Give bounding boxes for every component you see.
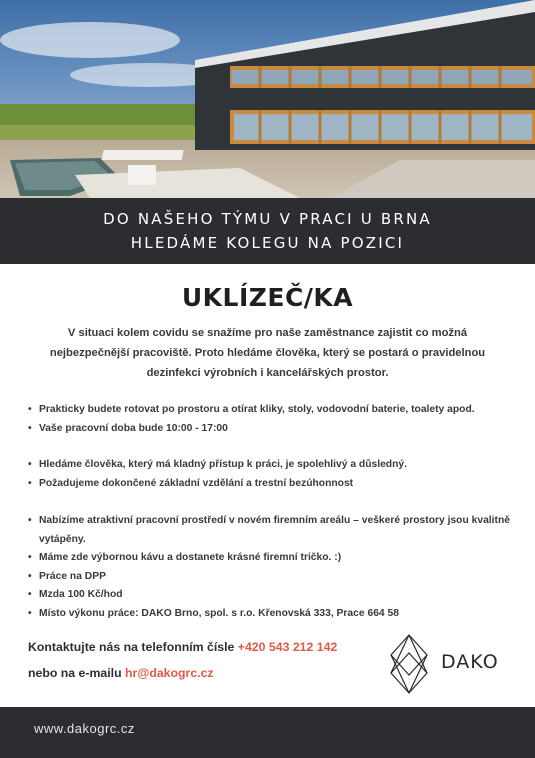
list-item: • Prakticky budete rotovat po prostoru a otírat kliky, stoly, vodovodní baterie, toalety apod. [28, 401, 518, 420]
list-item: • Práce na DPP [28, 568, 518, 587]
list-item: • Vaše pracovní doba bude 10:00 - 17:00 [28, 420, 518, 439]
list-item: • Hledáme člověka, který má kladný přístup k práci, je spolehlivý a důsledný. [28, 456, 518, 475]
list-item: • Místo výkonu práce: DAKO Brno, spol. s r.o. Křenovská 333, Prace 664 58 [28, 605, 518, 624]
logo-wordmark: DAKO [441, 651, 499, 673]
job-title: UKLÍZEČ/KA [181, 283, 354, 312]
contact-email-line [28, 666, 214, 680]
contact-phone-line [28, 640, 337, 654]
phone-link[interactable]: +420 543 212 142 [237, 640, 338, 654]
list-item: • Nabízíme atraktivní pracovní prostředí v novém firemním areálu – veškeré prostory jsou kvalitně vytápěny. [28, 512, 518, 549]
benefits-list [28, 512, 518, 623]
footer-bar [0, 707, 535, 758]
email-link[interactable]: hr@dakogrc.cz [125, 666, 214, 680]
hero-photo [0, 0, 535, 198]
website-link[interactable]: www.dakogrc.cz [34, 721, 135, 736]
banner-line-1: DO NAŠEHO TÝMU V PRACI U BRNA [103, 210, 432, 228]
banner-line-2: HLEDÁME KOLEGU NA POZICI [130, 234, 405, 252]
requirements-list [28, 456, 518, 493]
list-item: • Máme zde výbornou kávu a dostanete krásné firemní tričko. :) [28, 549, 518, 568]
intro-paragraph: V situaci kolem covidu se snažíme pro naše zaměstnance zajistit co možná nejbezpečnější pracoviště. Proto hledáme člověka, který se postará o pravidelnou dezinfekci výrobních i kancelářských prostor. [49, 327, 486, 379]
duties-list [28, 401, 518, 438]
email-label: nebo na e-mailu [28, 666, 126, 680]
headline-banner [0, 198, 535, 264]
list-item: • Požadujeme dokončené základní vzdělání a trestní bezúhonnost [28, 475, 518, 494]
list-item: • Mzda 100 Kč/hod [28, 586, 518, 605]
phone-label: Kontaktujte nás na telefonním čísle [28, 640, 238, 654]
